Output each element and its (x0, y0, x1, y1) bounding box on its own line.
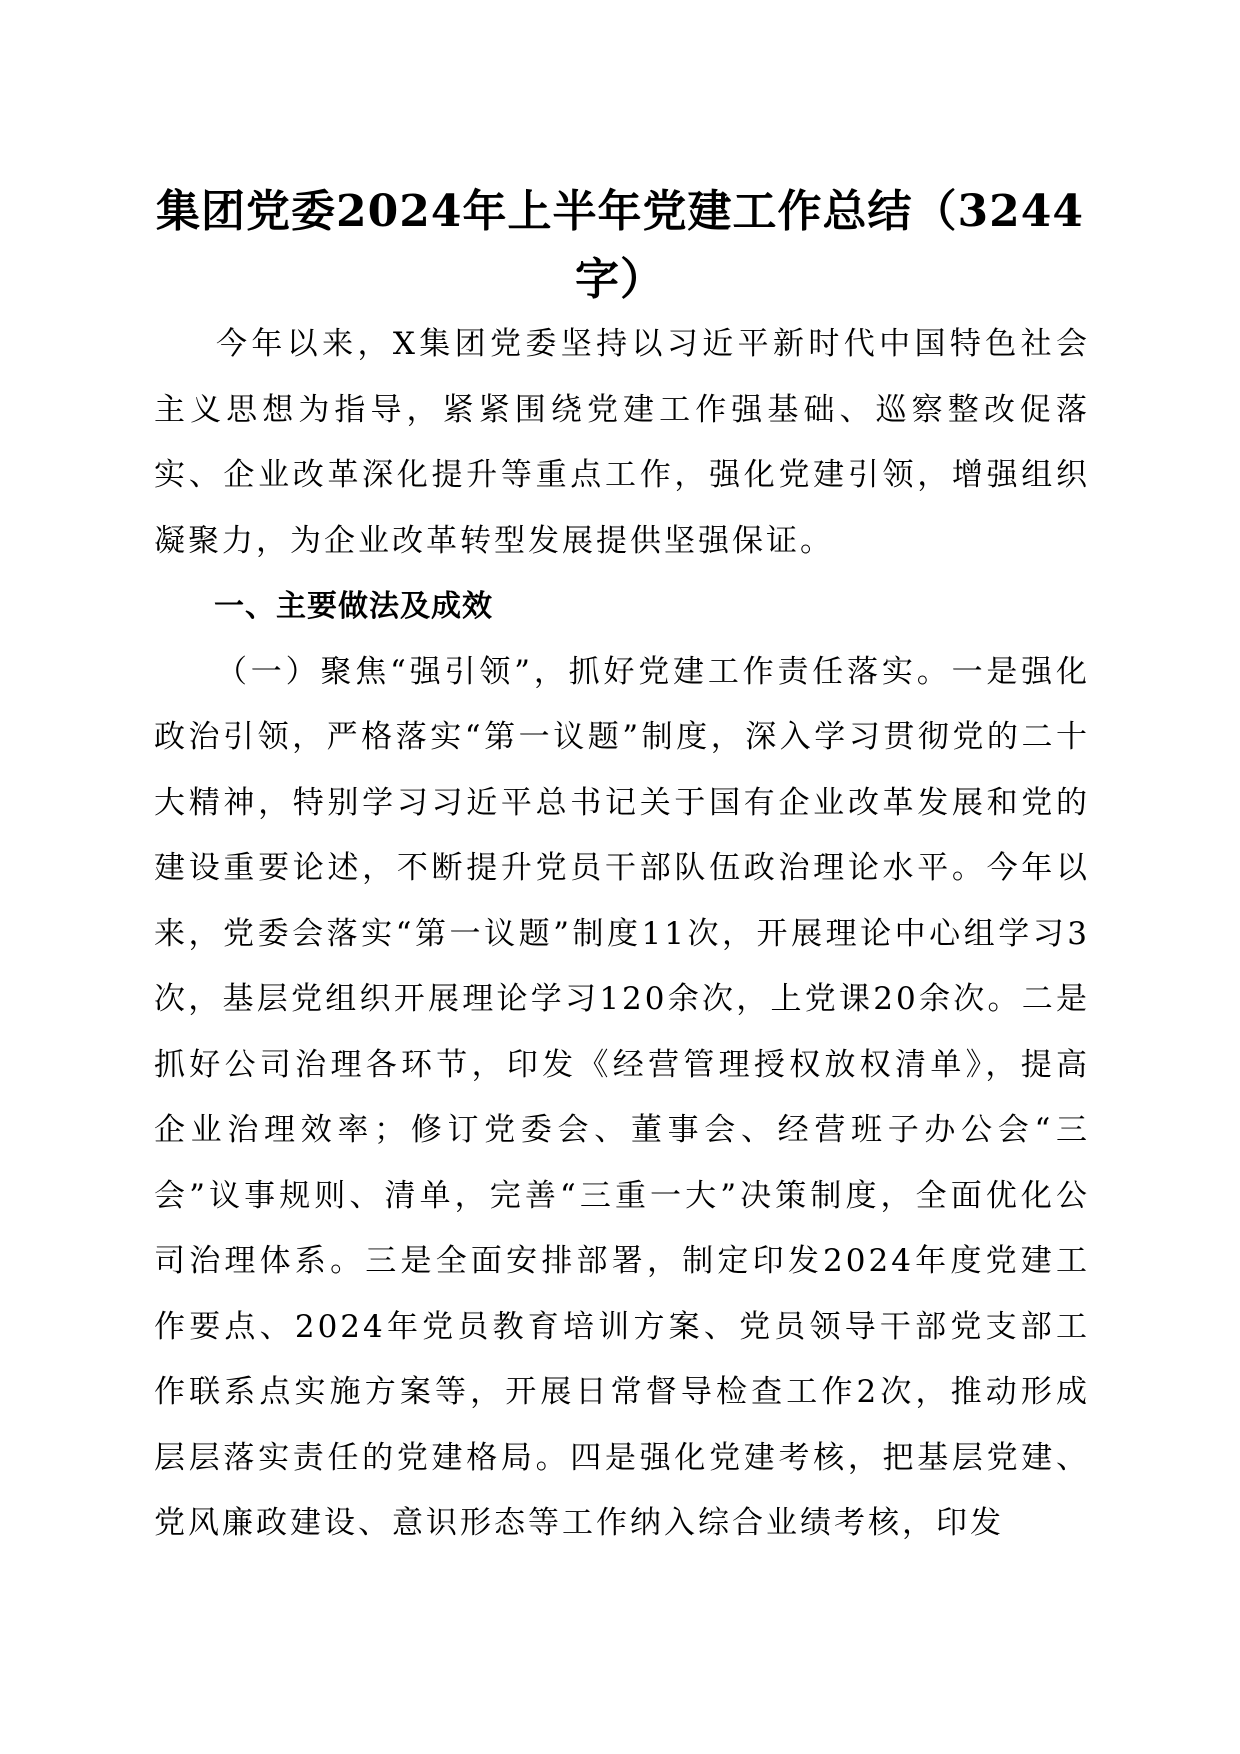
subsection-body: 一是强化政治引领，严格落实“第一议题”制度，深入学习贯彻党的二十大精神，特别学习习近平总书记关于国有企业改革发展和党的建设重要论述，不断提升党员干部队伍政治理论水平。今年以来，党委会落实“第一议题”制度11次，开展理论中心组学习3次，基层党组织开展理论学习120余次，上党课20余次。二是抓好公司治理各环节，印发《经营管理授权放权清单》，提高企业治理效率；修订党委会、董事会、经营班子办公会“三会”议事规则、清单，完善“三重一大”决策制度，全面优化公司治理体系。三是全面安排部署，制定印发2024年度党建工作要点、2024年党员教育培训方案、党员领导干部党支部工作联系点实施方案等，开展日常督导检查工作2次，推动形成层层落实责任的党建格局。四是强化党建考核，把基层党建、党风廉政建设、意识形态等工作纳入综合业绩考核，印发 (154, 653, 1090, 1541)
subsection-heading: （一）聚焦“强引领”，抓好党建工作责任落实。 (216, 653, 952, 690)
section-heading: 一、主要做法及成效 (214, 589, 493, 624)
subsection-paragraph (154, 640, 1090, 1557)
document-title: 集团党委2024年上半年党建工作总结（3244字） (156, 186, 1084, 305)
intro-paragraph: 今年以来，X集团党委坚持以习近平新时代中国特色社会主义思想为指导，紧紧围绕党建工作强基础、巡察整改促落实、企业改革深化提升等重点工作，强化党建引领，增强组织凝聚力，为企业改革转型发展提供坚强保证。 (154, 326, 1090, 559)
document-body (154, 312, 1090, 1557)
